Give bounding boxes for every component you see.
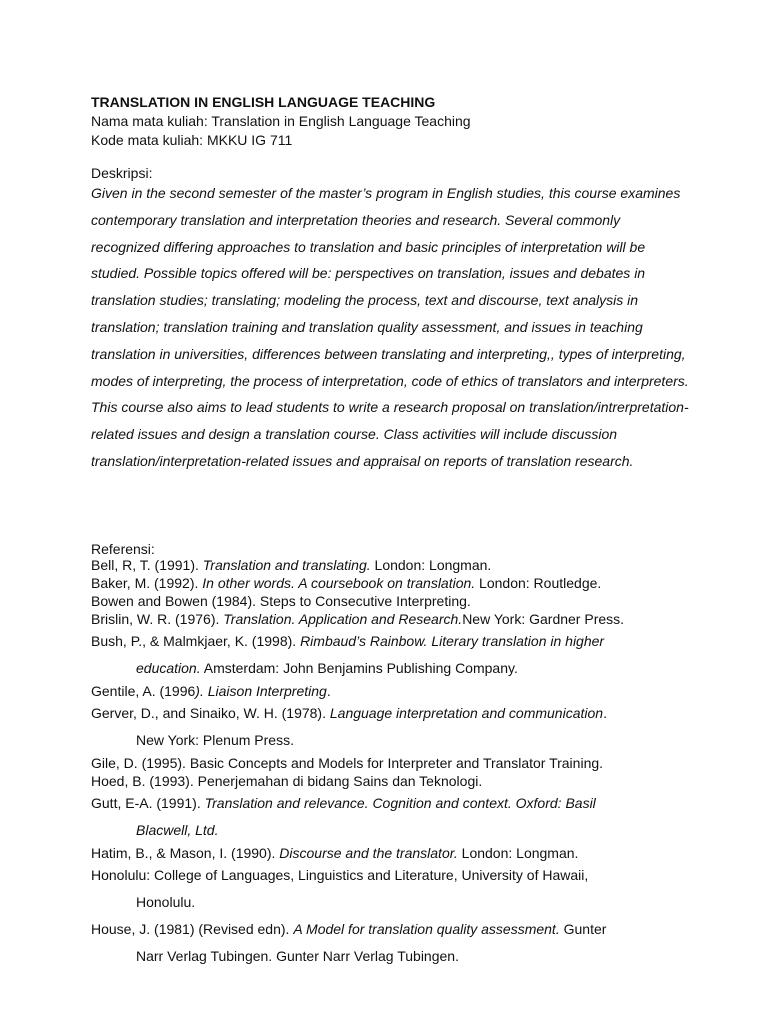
description-text: Given in the second semester of the master’s program in English studies, this course examines contemporary translation and interpretation theories and research. Several commonly recognized differing approaches to translation and basic principles of interpretation will be studied. Possible topics offered will be: perspectives on translation, issues and debates in translation studies; translating; modeling the process, text and discourse, text analysis in translation; translation training and translation quality assessment, and issues in teaching translation in universities, differences between translating and interpreting,, types of interpreting, modes of interpreting, the process of interpretation, code of ethics of translators and interpreters. This course also aims to lead students to write a research proposal on translation/intrerpretation-related issues and design a translation course. Class activities will include discussion translation/interpretation-related issues and appraisal on reports of translation research. bbox=[91, 185, 689, 469]
reference-item: Bowen and Bowen (1984). Steps to Consecutive Interpreting. bbox=[91, 593, 471, 609]
reference-list bbox=[91, 556, 691, 970]
document-title: TRANSLATION IN ENGLISH LANGUAGE TEACHING bbox=[91, 94, 436, 110]
reference-item: Hoed, B. (1993). Penerjemahan di bidang Sains dan Teknologi. bbox=[91, 773, 483, 789]
course-name: Nama mata kuliah: Translation in English Language Teaching bbox=[91, 113, 471, 129]
reference-item: Gutt, E-A. (1991). Translation and relevance. Cognition and context. Oxford: Basil Blacwell, Ltd. bbox=[91, 795, 596, 838]
course-code: Kode mata kuliah: MKKU IG 711 bbox=[91, 132, 293, 148]
reference-item: Hatim, B., & Mason, I. (1990). Discourse and the translator. London: Longman. bbox=[91, 845, 579, 861]
reference-item: Bell, R, T. (1991). Translation and translating. London: Longman. bbox=[91, 557, 492, 573]
reference-item: Brislin, W. R. (1976). Translation. Application and Research.New York: Gardner Press. bbox=[91, 611, 625, 627]
reference-item: Honolulu: College of Languages, Linguistics and Literature, University of Hawaii, Honolulu. bbox=[91, 867, 589, 910]
document-header bbox=[91, 93, 731, 150]
references-label: Referensi: bbox=[91, 541, 155, 557]
reference-item: House, J. (1981) (Revised edn). A Model for translation quality assessment. Gunter Narr Verlag Tubingen. Gunter Narr Verlag Tubingen. bbox=[91, 921, 607, 964]
reference-item: Gile, D. (1995). Basic Concepts and Models for Interpreter and Translator Training. bbox=[91, 755, 604, 771]
reference-item: Baker, M. (1992). In other words. A coursebook on translation. London: Routledge. bbox=[91, 575, 602, 591]
reference-item: Gerver, D., and Sinaiko, W. H. (1978). Language interpretation and communication. New York: Plenum Press. bbox=[91, 705, 607, 748]
reference-item: Gentile, A. (1996). Liaison Interpreting. bbox=[91, 683, 331, 699]
description-label: Deskripsi: bbox=[91, 165, 153, 181]
reference-item: Bush, P., & Malmkjaer, K. (1998). Rimbaud’s Rainbow. Literary translation in higher education. Amsterdam: John Benjamins Publishing Company. bbox=[91, 633, 605, 676]
